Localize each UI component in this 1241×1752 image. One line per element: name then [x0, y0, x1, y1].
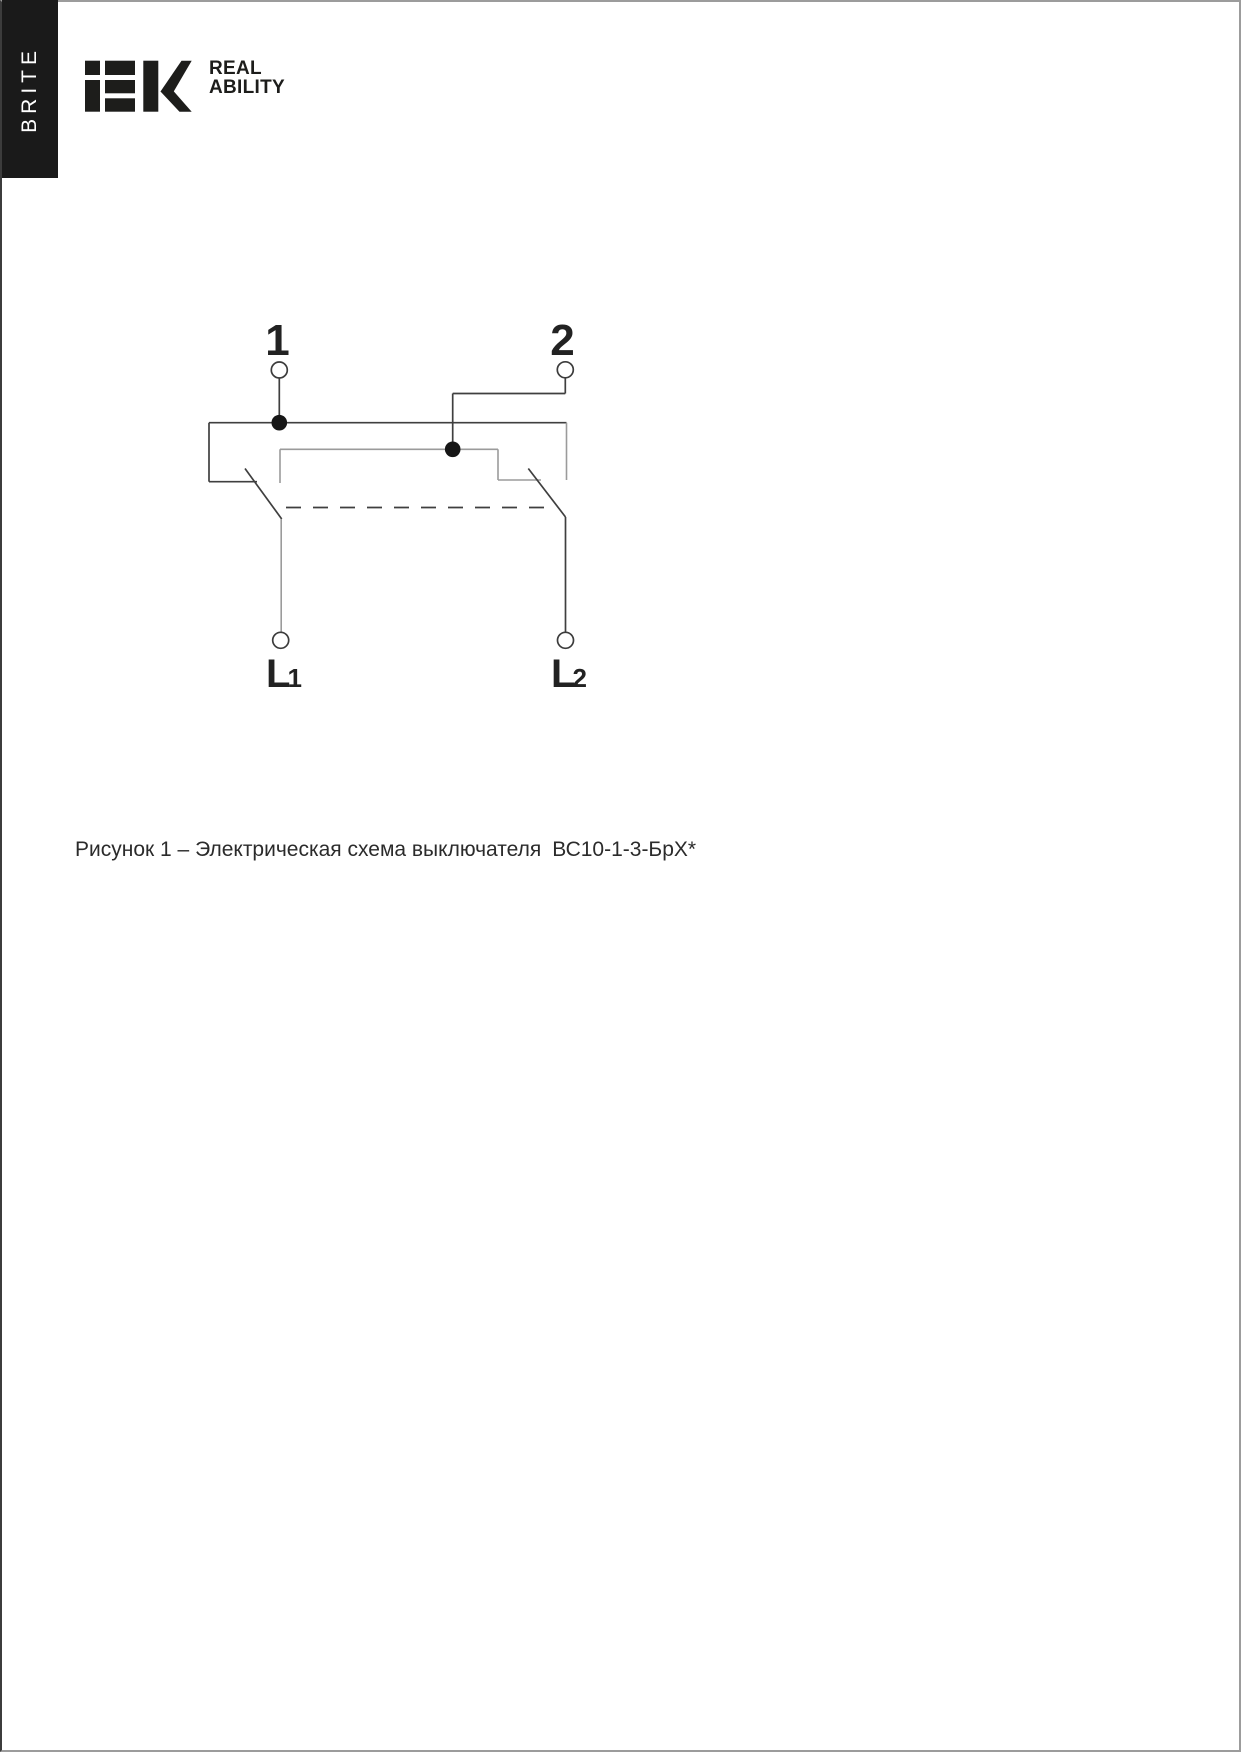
- figure-caption-model: ВС10-1-3-БрХ*: [552, 838, 697, 861]
- logo-tagline-line2: ABILITY: [209, 77, 285, 98]
- iek-logo-e-bar: [105, 61, 135, 75]
- load-l2-label: L: [551, 652, 576, 696]
- iek-logo-e-bar: [105, 98, 135, 111]
- iek-logo-i-stem: [85, 80, 100, 112]
- logo-tagline-line1: REAL: [209, 58, 262, 79]
- iek-logo-k-stem: [143, 61, 158, 112]
- figure-caption: [75, 838, 696, 862]
- terminal-l2-circle: [558, 632, 574, 648]
- iek-logo-k-arm: [161, 87, 192, 112]
- terminal-2-label: 2: [550, 316, 575, 365]
- brite-banner-label: BRITE: [18, 45, 41, 133]
- junction-dot-terminal1: [272, 415, 288, 431]
- load-l1-label: L: [266, 652, 291, 696]
- junction-dot-terminal2: [445, 442, 461, 458]
- terminal-1-label: 1: [265, 316, 290, 365]
- switch-blade-left: [245, 469, 282, 520]
- terminal-l1-circle: [273, 632, 289, 648]
- load-l1-subscript: 1: [287, 663, 302, 693]
- iek-logo-i-dot: [85, 61, 100, 75]
- brite-banner: [2, 0, 58, 178]
- circuit-diagram: [180, 300, 610, 700]
- iek-logo-e-bar: [105, 80, 135, 93]
- figure-caption-text: Рисунок 1 – Электрическая схема выключателя: [75, 838, 542, 861]
- switch-blade-right: [528, 469, 565, 518]
- iek-logo-icon: [85, 58, 195, 114]
- load-l2-subscript: 2: [572, 663, 587, 693]
